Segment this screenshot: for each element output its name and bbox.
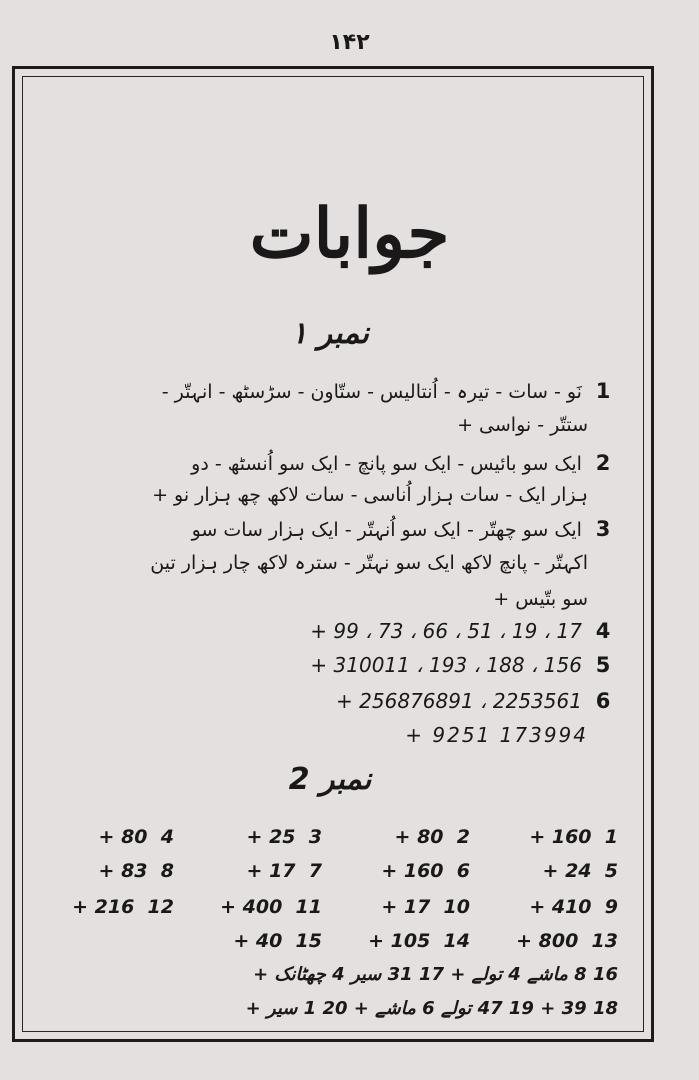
answer-cell [34,860,174,890]
answer-value: 25 + [246,826,296,848]
answer-cell [34,896,174,926]
answer-number: 11 [295,896,322,918]
answers-row-2 [34,860,618,890]
answer-value: 160 + [381,860,444,882]
answer-number: 12 [147,896,174,918]
answer-number: 9 [604,896,618,918]
answer-6-line-1 [34,688,618,715]
answer-value: 410 + [529,896,592,918]
answer-3-line-3: سو بتّیس + [493,588,588,610]
answer-number: 8 [160,860,174,882]
answer-cell [182,896,322,926]
answer-value: 83 + [98,860,148,882]
answer-text: 156 ، 188 ، 193 ، 310011 + [310,653,582,677]
answer-value: 105 + [368,930,431,952]
answer-cell [330,860,470,890]
answer-cell [182,860,322,890]
answer-number: 5 [604,860,618,882]
answer-2-line-1 [34,450,618,477]
answer-4 [34,618,618,645]
answer-value: 40 + [233,930,283,952]
answer-cell [34,826,174,856]
answer-1-line-2: ستتّر - نواسی + [457,414,588,436]
answer-number: 10 [443,896,470,918]
answer-number: 6 [595,689,611,713]
answer-cell [330,896,470,926]
answer-6-line-2: 173994 9251 + [405,723,588,747]
answer-value: 216 + [72,896,135,918]
answer-value: 160 + [529,826,592,848]
answers-row-4 [34,930,618,960]
answer-text: ایک سو بائیس - ایک سو پانچ - ایک سو اُنسٹھ - دو [191,453,582,475]
answer-cell [182,826,322,856]
answer-3-line-1 [34,516,618,543]
answer-text: 2253561 ، 256876891 + [336,689,582,713]
answer-cell [478,826,618,856]
page-number: ۱۴۲ [329,30,370,55]
answer-cell [478,896,618,926]
answer-number: 1 [595,379,611,403]
answer-number: 6 [456,860,470,882]
answer-2-line-2: ہزار ایک - سات ہزار اُناسی - سات لاکھ چھ ہزار نو + [152,484,588,506]
answers-row-3 [34,896,618,926]
answer-number: 4 [595,619,611,643]
answer-number: 4 [160,826,174,848]
answer-cell [330,826,470,856]
answer-number: 13 [591,930,618,952]
answer-text: ایک سو چھتّر - ایک سو اُنہتّر - ایک ہزار سات سو [191,519,582,541]
answer-cell [478,930,618,960]
answer-value: 400 + [220,896,283,918]
answers-row-1 [34,826,618,856]
answer-3-line-2: اکہتّر - پانچ لاکھ ایک سو نہتّر - سترہ لاکھ چار ہزار تین [150,552,588,574]
answer-number: 3 [595,517,611,541]
answer-value: 80 + [394,826,444,848]
answer-cell [330,930,470,960]
answer-cell [478,860,618,890]
answers-row-16-17: 16 8 ماشے 4 تولے + 17 31 سیر 4 چھٹانک + [253,964,618,985]
answer-value: 17 + [246,860,296,882]
answer-number: 15 [295,930,322,952]
answer-value: 17 + [381,896,431,918]
answer-value: 24 + [542,860,592,882]
section-2-heading: نمبر 2 [288,762,372,797]
answer-value: 80 + [98,826,148,848]
section-1-heading: نمبر ۱ [291,316,369,351]
answer-1-line-1 [34,378,618,405]
answer-number: 3 [308,826,322,848]
answer-5 [34,652,618,679]
answer-cell-empty [34,930,174,960]
answer-number: 2 [595,451,611,475]
answer-text: نَو - سات - تیرہ - اُنتالیس - ستّاون - سڑسٹھ - انہتّر - [161,381,582,403]
answer-number: 7 [308,860,322,882]
answer-number: 1 [604,826,618,848]
page-title: جوابات [249,194,450,274]
answer-number: 14 [443,930,470,952]
answers-row-18-20: 18 39 + 19 47 تولے 6 ماشے + 20 1 سیر + [245,998,618,1019]
answer-cell [182,930,322,960]
answer-number: 2 [456,826,470,848]
answer-text: 17 ، 19 ، 51 ، 66 ، 73 ، 99 + [310,619,582,643]
answer-value: 800 + [516,930,579,952]
answer-number: 5 [595,653,611,677]
